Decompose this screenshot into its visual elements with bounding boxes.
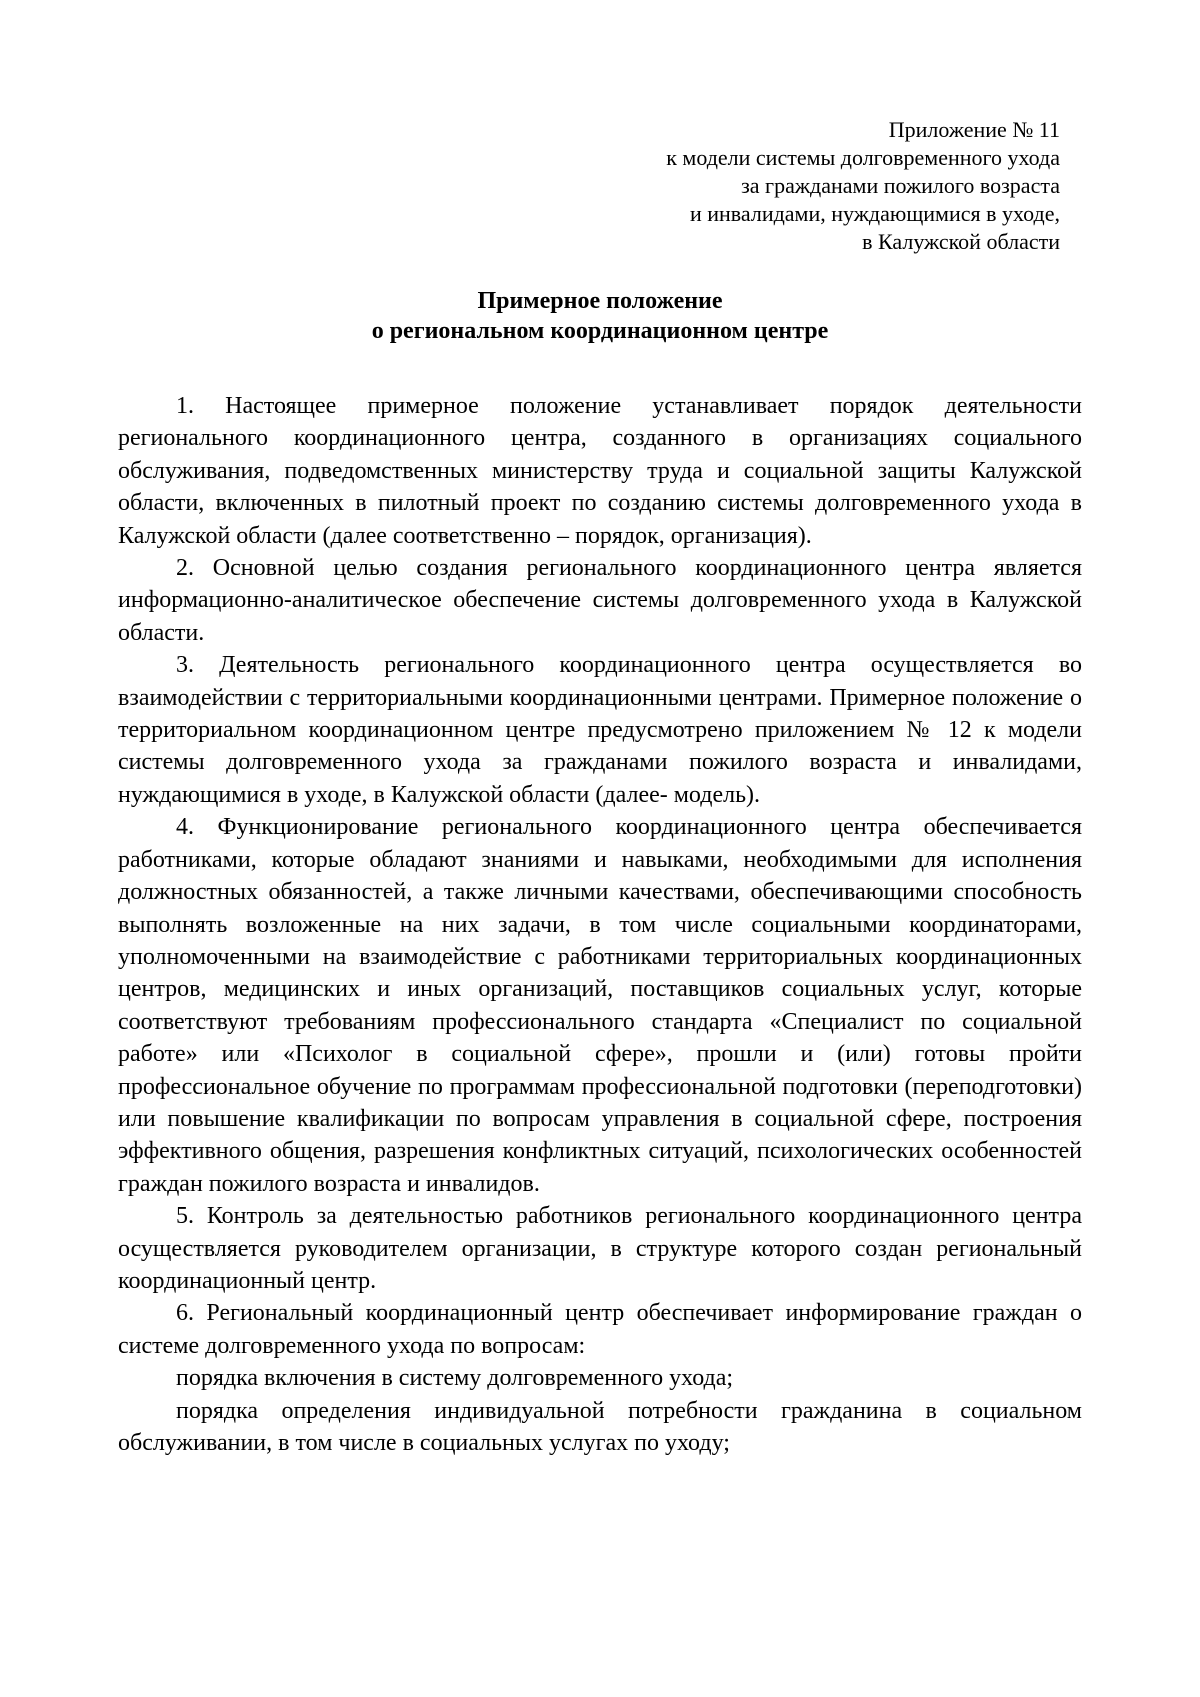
appendix-header <box>540 116 1060 256</box>
list-item-need-assessment: порядка определения индивидуальной потребности гражданина в социальном обслуживании, в том числе в социальных услугах по уходу; <box>118 1397 1082 1456</box>
document-title <box>120 286 1080 346</box>
list-item-inclusion: порядка включения в систему долговременного ухода; <box>176 1365 734 1392</box>
paragraph-6: 6. Региональный координационный центр обеспечивает информирование граждан о системе долговременного ухода по вопросам: <box>118 1300 1082 1359</box>
appendix-line: и инвалидами, нуждающимися в уходе, <box>689 201 1060 226</box>
appendix-line: за гражданами пожилого возраста <box>741 173 1060 198</box>
document-title-line-2: о региональном координационном центре <box>371 318 829 344</box>
document-title-line-1: Примерное положение <box>477 288 723 314</box>
paragraph-1: 1. Настоящее примерное положение устанавливает порядок деятельности регионального координационного центра, созданного в организациях социального обслуживания, подведомственных министерству труда и социальной защиты Калужской области, включенных в пилотный проект по созданию системы долговременного ухода в Калужской области (далее соответственно – порядок, организация). <box>118 393 1082 549</box>
document-body <box>118 390 1082 1459</box>
paragraph-4: 4. Функционирование регионального координационного центра обеспечивается работниками, которые обладают знаниями и навыками, необходимыми для исполнения должностных обязанностей, а также личными качествами, обеспечивающими способность выполнять возложенные на них задачи, в том числе социальными координаторами, уполномоченными на взаимодействие с работниками территориальных координационных центров, медицинских и иных организаций, поставщиков социальных услуг, которые соответствуют требованиям профессионального стандарта «Специалист по социальной работе» или «Психолог в социальной сфере», прошли и (или) готовы пройти профессиональное обучение по программам профессиональной подготовки (переподготовки) или повышение квалификации по вопросам управления в социальной сфере, построения эффективного общения, разрешения конфликтных ситуаций, психологических особенностей граждан пожилого возраста и инвалидов. <box>118 814 1082 1197</box>
appendix-line-number: Приложение № 11 <box>888 117 1060 142</box>
paragraph-3: 3. Деятельность регионального координационного центра осуществляется во взаимодействии с территориальными координационными центрами. Примерное положение о территориальном координационном центре предусмотрено приложением № 12 к модели системы долговременного ухода за гражданами пожилого возраста и инвалидами, нуждающимися в уходе, в Калужской области (далее- модель). <box>118 652 1082 808</box>
appendix-line: в Калужской области <box>862 229 1060 254</box>
paragraph-2: 2. Основной целью создания регионального координационного центра является информационно-аналитическое обеспечение системы долговременного ухода в Калужской области. <box>118 555 1082 646</box>
appendix-line: к модели системы долговременного ухода <box>666 145 1060 170</box>
paragraph-5: 5. Контроль за деятельностью работников регионального координационного центра осуществляется руководителем организации, в структуре которого создан региональный координационный центр. <box>118 1203 1082 1294</box>
